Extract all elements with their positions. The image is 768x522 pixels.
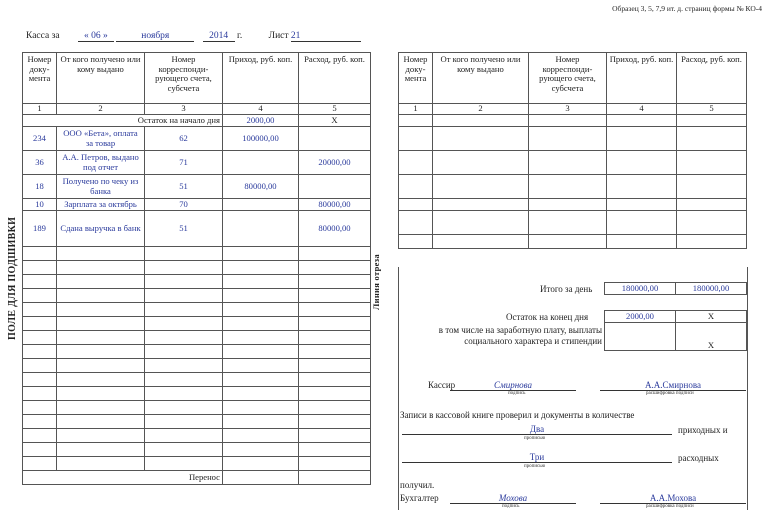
accountant-signature: Мохова bbox=[450, 493, 576, 504]
row-income: 100000,00 bbox=[223, 127, 299, 151]
row-account: 70 bbox=[145, 199, 223, 211]
sheet-number: 21 bbox=[291, 31, 361, 42]
income-docs-label: приходных и bbox=[678, 425, 728, 435]
right-empty-rows bbox=[399, 115, 747, 249]
col-num: 1 bbox=[399, 104, 433, 115]
row-desc: Зарплата за октябрь bbox=[57, 199, 145, 211]
table-row bbox=[23, 199, 371, 211]
col-num: 5 bbox=[677, 104, 747, 115]
accountant-name: А.А.Мохова bbox=[600, 493, 746, 504]
col-doc-no: Номер доку-мента bbox=[23, 53, 57, 104]
day-expense-total: 180000,00 bbox=[676, 283, 747, 295]
row-expense: 80000,00 bbox=[299, 199, 371, 211]
date-day: « 06 » bbox=[78, 31, 114, 42]
cashier-signature: Смирнова bbox=[450, 380, 576, 391]
signature-caption: подпись bbox=[508, 391, 526, 396]
decode-caption: расшифровка подписи bbox=[646, 504, 694, 509]
closing-balance-x: Х bbox=[676, 311, 747, 323]
totals-table bbox=[604, 282, 747, 351]
day-income-total: 180000,00 bbox=[605, 283, 676, 295]
col-num: 2 bbox=[57, 104, 145, 115]
col-num: 4 bbox=[607, 104, 677, 115]
row-account: 51 bbox=[145, 211, 223, 247]
check-records-text: Записи в кассовой книге проверил и документы в количестве bbox=[400, 410, 635, 420]
opening-balance-x: Х bbox=[299, 115, 371, 127]
expense-docs-label: расходных bbox=[678, 453, 719, 463]
received-label: получил. bbox=[400, 480, 435, 490]
expense-docs-count: Три bbox=[402, 452, 672, 463]
row-expense: 20000,00 bbox=[299, 151, 371, 175]
col-income: Приход, руб. коп. bbox=[607, 53, 677, 104]
col-num: 4 bbox=[223, 104, 299, 115]
row-expense bbox=[299, 127, 371, 151]
signature-caption: подпись bbox=[502, 504, 520, 509]
row-income: 80000,00 bbox=[223, 175, 299, 199]
binding-field-label: ПОЛЕ ДЛЯ ПОДШИВКИ bbox=[7, 216, 18, 340]
cashier-name: А.А.Смирнова bbox=[600, 380, 746, 391]
row-expense bbox=[299, 175, 371, 199]
col-expense: Расход, руб. коп. bbox=[677, 53, 747, 104]
row-desc: ООО «Бета», оплата за товар bbox=[57, 127, 145, 151]
words-caption: прописью bbox=[524, 436, 546, 441]
salary-label: в том числе на заработную плату, выплаты социального характера и стипендии bbox=[438, 325, 602, 346]
col-corr-account: Номер корреспонди-рующего счета, субсчета bbox=[145, 53, 223, 104]
row-desc: Сдана выручка в банк bbox=[57, 211, 145, 247]
col-from-to: От кого получено или кому выдано bbox=[433, 53, 529, 104]
year-suffix: г. bbox=[237, 31, 243, 41]
words-caption: прописью bbox=[524, 464, 546, 469]
col-num: 3 bbox=[145, 104, 223, 115]
accountant-label: Бухгалтер bbox=[400, 493, 439, 503]
opening-balance-amount: 2000,00 bbox=[223, 115, 299, 127]
income-docs-count: Два bbox=[402, 424, 672, 435]
empty-rows bbox=[23, 247, 371, 471]
opening-balance-label: Остаток на начало дня bbox=[23, 115, 223, 127]
row-desc: Получено по чеку из банка bbox=[57, 175, 145, 199]
col-expense: Расход, руб. коп. bbox=[299, 53, 371, 104]
closing-balance-label: Остаток на конец дня bbox=[506, 312, 589, 322]
row-doc: 234 bbox=[23, 127, 57, 151]
row-income bbox=[223, 211, 299, 247]
kassa-label: Касса за bbox=[26, 31, 60, 41]
col-doc-no: Номер доку-мента bbox=[399, 53, 433, 104]
col-corr-account: Номер корреспонди-рующего счета, субсчета bbox=[529, 53, 607, 104]
left-ledger-table bbox=[22, 52, 371, 485]
row-doc: 18 bbox=[23, 175, 57, 199]
row-expense: 80000,00 bbox=[299, 211, 371, 247]
cashier-label: Кассир bbox=[428, 380, 456, 390]
row-account: 62 bbox=[145, 127, 223, 151]
form-reference-note: Образец 3, 5, 7,9 ит. д. страниц формы № КО-4 bbox=[612, 4, 762, 13]
row-desc: А.А. Петров, выдано под отчет bbox=[57, 151, 145, 175]
row-doc: 36 bbox=[23, 151, 57, 175]
transfer-label: Перенос bbox=[23, 471, 223, 485]
row-doc: 10 bbox=[23, 199, 57, 211]
date-year: 2014 bbox=[203, 31, 235, 42]
col-num: 3 bbox=[529, 104, 607, 115]
row-income bbox=[223, 199, 299, 211]
sheet-label: Лист bbox=[268, 31, 289, 41]
decode-caption: расшифровка подписи bbox=[646, 391, 694, 396]
cash-date-header bbox=[26, 31, 361, 42]
date-month: ноября bbox=[116, 31, 194, 42]
col-num: 1 bbox=[23, 104, 57, 115]
row-account: 71 bbox=[145, 151, 223, 175]
table-row bbox=[23, 127, 371, 151]
table-row bbox=[23, 151, 371, 175]
row-account: 51 bbox=[145, 175, 223, 199]
salary-x: Х bbox=[676, 323, 747, 351]
day-total-label: Итого за день bbox=[540, 284, 593, 294]
row-doc: 189 bbox=[23, 211, 57, 247]
table-row bbox=[23, 175, 371, 199]
col-income: Приход, руб. коп. bbox=[223, 53, 299, 104]
col-from-to: От кого получено или кому выдано bbox=[57, 53, 145, 104]
closing-balance-amount: 2000,00 bbox=[605, 311, 676, 323]
row-income bbox=[223, 151, 299, 175]
right-ledger-table bbox=[398, 52, 747, 249]
table-row bbox=[23, 211, 371, 247]
col-num: 2 bbox=[433, 104, 529, 115]
cut-line-label: Линия отреза bbox=[371, 254, 381, 310]
col-num: 5 bbox=[299, 104, 371, 115]
